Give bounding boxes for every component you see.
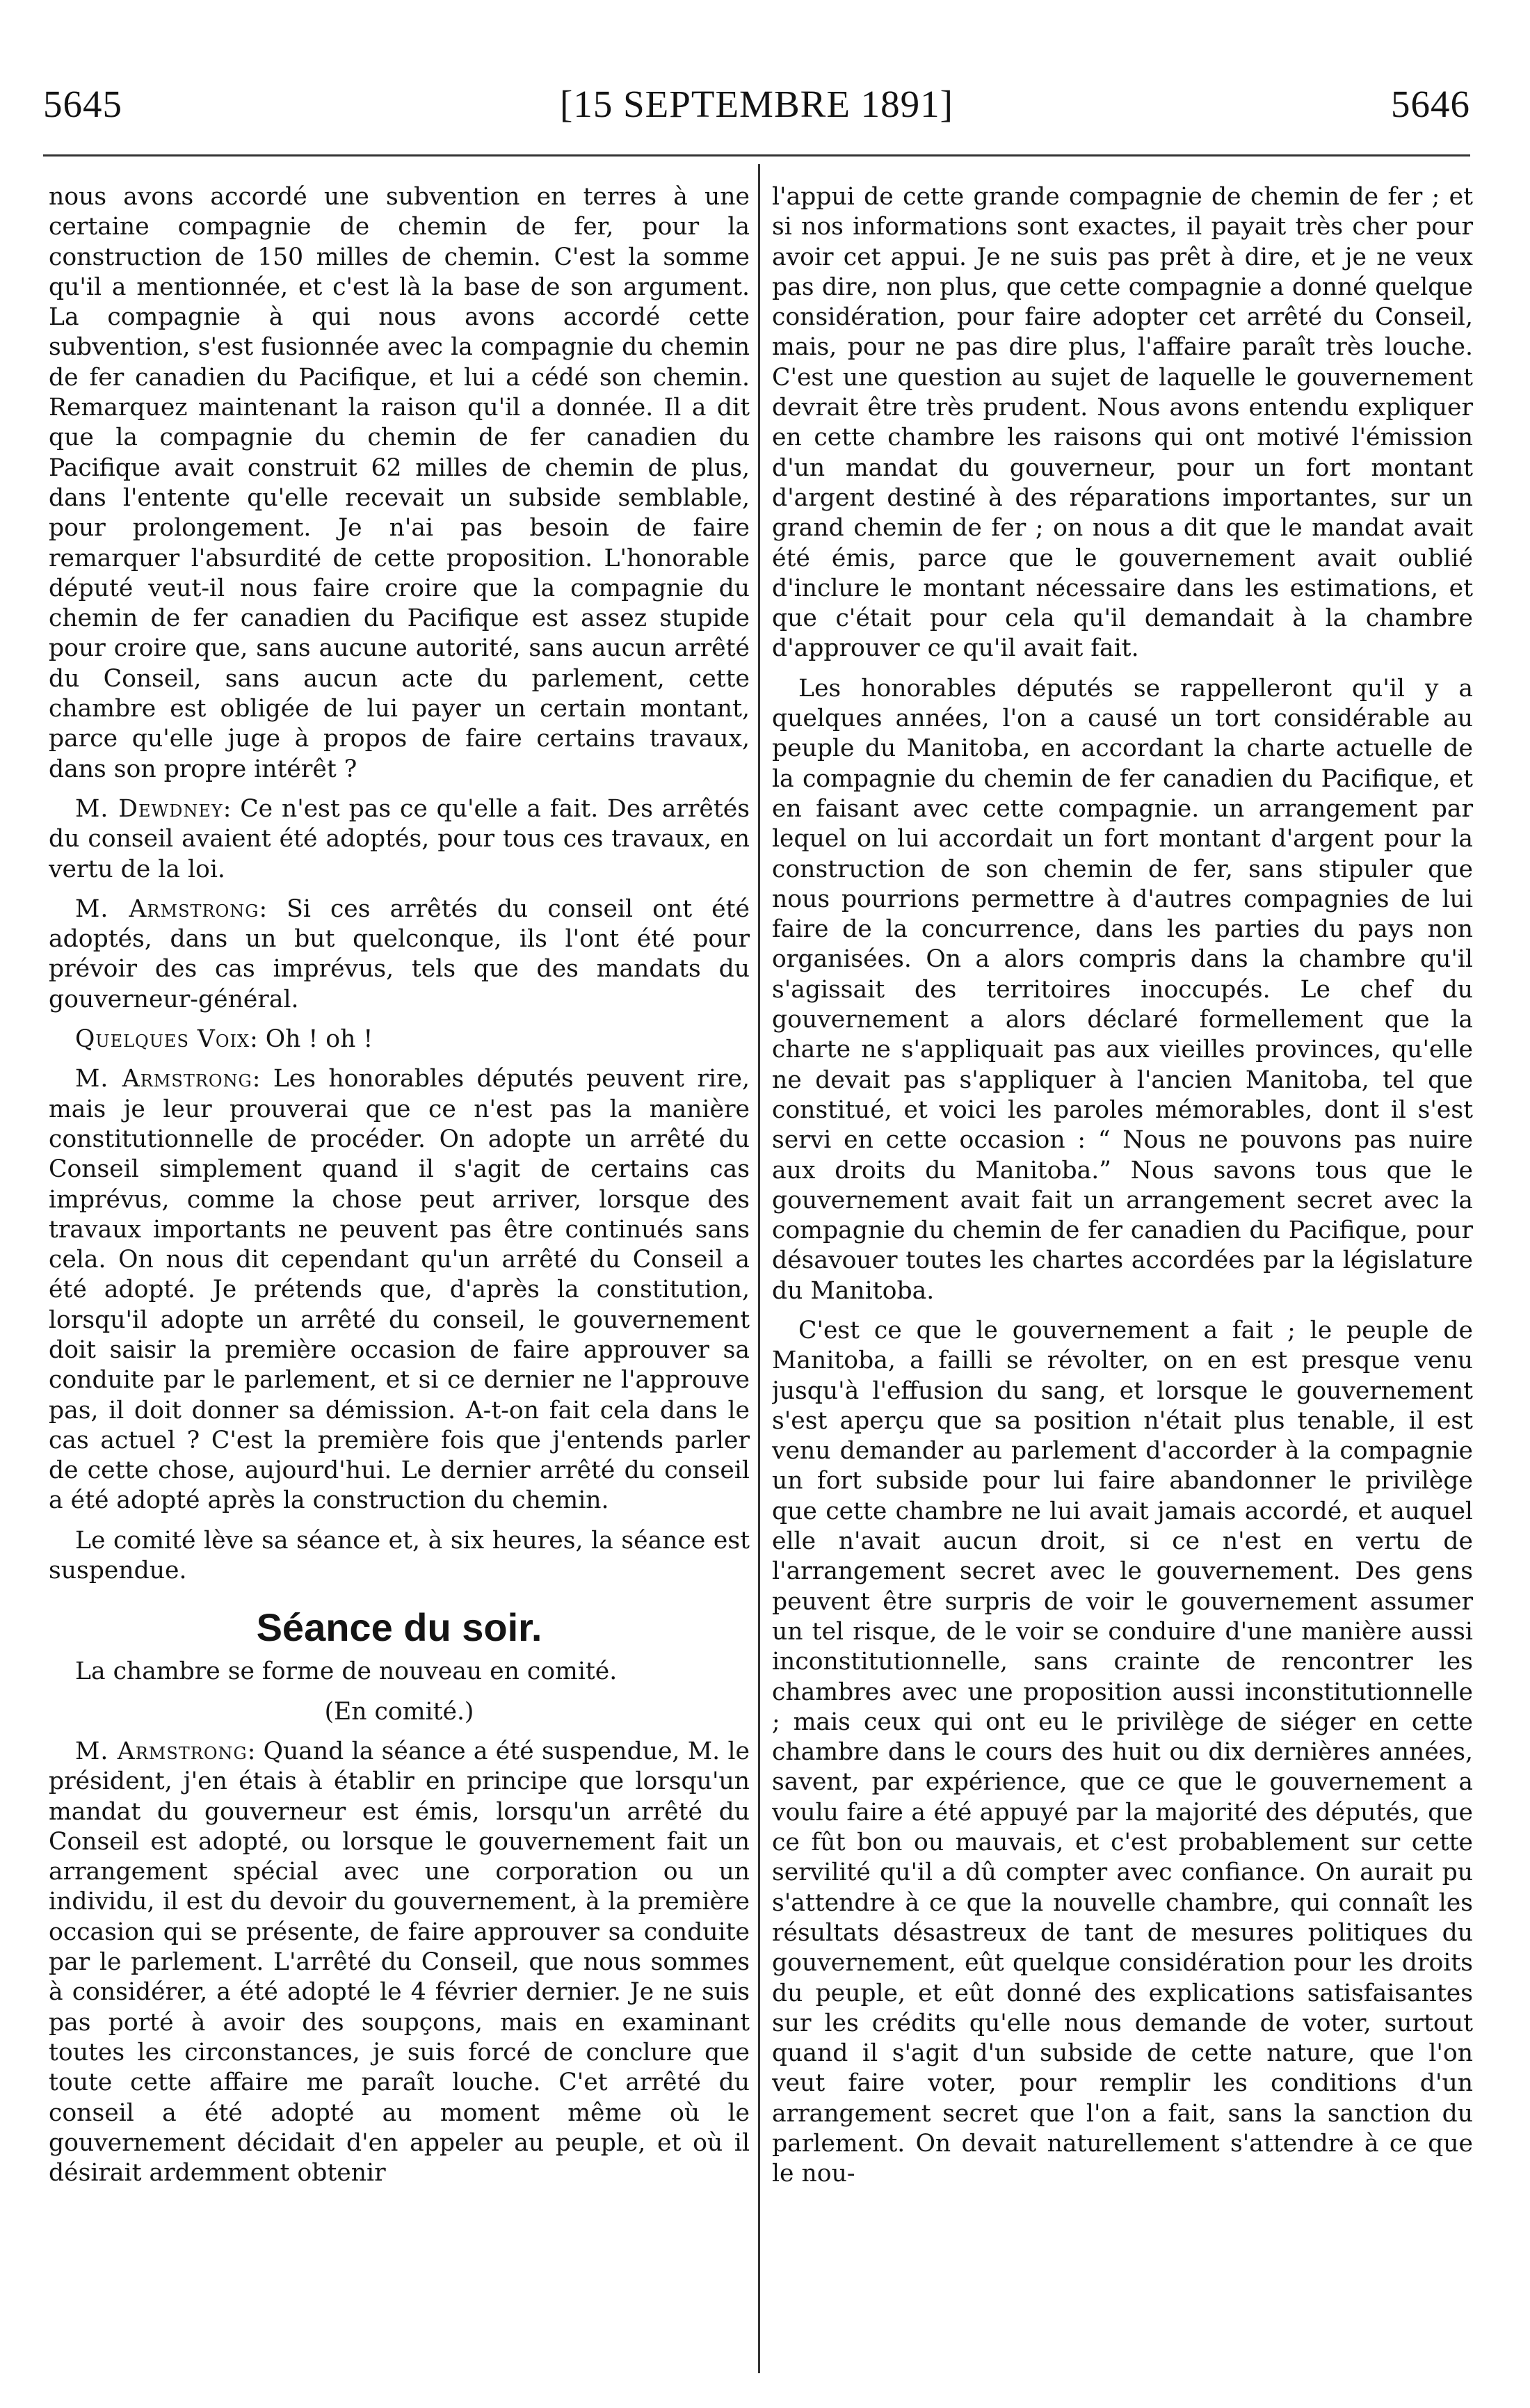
speaker-name: Quelques Voix <box>75 1025 250 1054</box>
paragraph: Les honorables députés se rappelleront qu'il y a quelques années, l'on a causé un tort considérable au peuple du Manitoba, en accordant la charte actuelle de la compagnie du chemin de fer canadien du Pacifique, et en faisant avec cette compagnie. un arrangement par lequel on lui accordait un fort montant d'argent pour la construction de son chemin de fer, sans stipuler que nous pourrions permettre à d'autres compagnies de lui faire de la concurrence, dans les parties du pays non organisées. On a alors compris dans la chambre qu'il s'agissait des territoires inoccupés. Le chef du gouvernement a alors déclaré formellement que la charte ne s'appliquait pas aux vieilles provinces, qu'elle ne devait pas s'appliquer à l'ancien Manitoba, tel que constitué, et voici les paroles mémorables, dont il s'est servi en cette occasion : “ Nous ne pouvons pas nuire aux droits du Manitoba.” Nous savons tous que le gouvernement avait fait un arrangement secret avec la compagnie du chemin de fer canadien du Pacifique, pour désavouer toutes les chartes accordées par la législature du Manitoba. <box>772 674 1473 1305</box>
speech-paragraph <box>49 1737 750 2188</box>
speech-paragraph <box>49 794 750 885</box>
header-rule <box>43 154 1470 156</box>
speaker-name: M. Armstrong <box>75 894 259 923</box>
paragraph-centered: (En comité.) <box>324 1697 474 1726</box>
speech-paragraph <box>49 894 750 1015</box>
page-number-right: 5646 <box>1391 83 1470 125</box>
speaker-name: M. Armstrong <box>75 1065 252 1093</box>
speech-text: : Ce n'est pas ce qu'elle a fait. Des arrêtés du conseil avaient été adoptés, pour tous ces travaux, en vertu de la loi. <box>49 794 750 883</box>
speaker-name: M. Armstrong <box>75 1737 248 1765</box>
paragraph: C'est ce que le gouvernement a fait ; le peuple de Manitoba, a failli se révolter, on en est presque venu jusqu'à l'effusion du sang, et lorsque le gouvernement s'est aperçu que sa position n'était plus tenable, il est venu demander au parlement d'accorder à la compagnie un fort subside pour lui faire abandonner le privilège que cette chambre ne lui avait jamais accordé, et auquel elle n'avait aucun droit, si ce n'est en vertu de l'arrangement secret avec le gouvernement. Des gens peuvent être surpris de voir le gouvernement assumer un tel risque, de le voir se conduire d'une manière aussi inconstitutionnelle, sans crainte de rencontrer les chambres avec une proposition aussi inconstitutionnelle ; mais ceux qui ont eu le privilège de siéger en cette chambre dans le cours des huit ou dix dernières années, savent, par expérience, que ce que le gouvernement a voulu faire a été appuyé par la majorité des députés, que ce fût bon ou mauvais, et c'est probablement sur cette servilité qu'il a dû compter avec confiance. On aurait pu s'attendre à ce que la nouvelle chambre, qui connaît les résultats désastreux de tant de mesures politiques du gouvernement, eût quelque considération pour les droits du peuple, et eût donné des explications satisfaisantes sur les crédits qu'elle nous demande de voter, surtout quand il s'agit d'un subside de cette nature, que l'on veut faire voter, pour remplir les conditions d'un arrangement secret que l'on a fait, sans la sanction du parlement. On devait naturellement s'attendre à ce que le nou- <box>772 1316 1473 2188</box>
speech-text: : Les honorables députés peuvent rire, mais je leur prouverai que ce n'est pas la manière constitutionnelle de procéder. On adopte un arrêté du Conseil simplement quand il s'agit de certains cas imprévus, comme la chose peut arriver, lorsque des travaux importants ne peuvent pas être continués sans cela. On nous dit cependant qu'un arrêté du Conseil a été adopté. Je prétends que, d'après la constitution, lorsqu'il adopte un arrêté du conseil, le gouvernement doit saisir la première occasion de faire approuver sa conduite par le parlement, et si ce dernier ne l'approuve pas, il doit donner sa démission. A-t-on fait cela dans le cas actuel ? C'est la première fois que j'entends parler de cette chose, aujourd'hui. Le dernier arrêté du conseil a été adopté après la construction du chemin. <box>49 1065 750 1515</box>
speech-text: : Si ces arrêtés du conseil ont été adoptés, dans un but quelconque, ils l'ont été pour prévoir des cas imprévus, tels que des mandats du gouverneur-général. <box>49 894 750 1013</box>
speech-text: : Quand la séance a été suspendue, M. le président, j'en étais à établir en principe que lorsqu'un mandat du gouverneur est émis, lorsqu'un arrêté du Conseil est adopté, ou lorsque le gouvernement fait un arrangement spécial avec une corporation ou un individu, il est du devoir du gouvernement, à la première occasion qui se présente, de faire approuver sa conduite par le parlement. L'arrêté du Conseil, que nous sommes à considérer, a été adopté le 4 février dernier. Je ne suis pas porté à avoir des soupçons, mais en examinant toutes les circonstances, je suis forcé de conclure que toute cette affaire me paraît louche. C'et arrêté du conseil a été adopté au moment même où le gouvernement décidait d'en appeler au peuple, et où il désirait ardemment obtenir <box>49 1737 750 2188</box>
right-column <box>772 182 1473 2387</box>
speech-paragraph <box>49 1025 750 1054</box>
speech-paragraph <box>49 1064 750 1516</box>
speech-text: : Oh ! oh ! <box>250 1025 373 1054</box>
page-number-left: 5645 <box>43 83 122 125</box>
paragraph: l'appui de cette grande compagnie de chemin de fer ; et si nos informations sont exactes, il payait très cher pour avoir cet appui. Je ne suis pas prêt à dire, et je ne veux pas dire, non plus, que cette compagnie a donné quelque considération, pour faire adopter cet arrêté du Conseil, mais, pour ne pas dire plus, l'affaire paraît très louche. C'est une question au sujet de laquelle le gouvernement devrait être très prudent. Nous avons entendu expliquer en cette chambre les raisons qui ont motivé l'émission d'un mandat du gouverneur, pour un fort montant d'argent destiné à des réparations importantes, sur un grand chemin de fer ; on nous a dit que le mandat avait été émis, parce que le gouvernement avait oublié d'inclure le montant nécessaire dans les estimations, et que c'était pour cela qu'il demandait à la chambre d'approuver ce qu'il avait fait. <box>772 183 1473 663</box>
page-header <box>43 82 1470 138</box>
section-title: Séance du soir. <box>256 1605 542 1650</box>
left-column <box>49 182 750 2387</box>
paragraph: Le comité lève sa séance et, à six heures, la séance est suspendue. <box>49 1526 750 1585</box>
header-date: [15 SEPTEMBRE 1891] <box>560 83 953 125</box>
speaker-name: M. Dewdney <box>75 794 223 823</box>
column-divider <box>758 164 760 2373</box>
paragraph: La chambre se forme de nouveau en comité. <box>75 1657 618 1686</box>
paragraph: nous avons accordé une subvention en terres à une certaine compagnie de chemin de fer, pour la construction de 150 milles de chemin. C'est la somme qu'il a mentionnée, et c'est là la base de son argument. La compagnie à qui nous avons accordé cette subvention, s'est fusionnée avec la compagnie du chemin de fer canadien du Pacifique, et lui a cédé son chemin. Remarquez maintenant la raison qu'il a donnée. Il a dit que la compagnie du chemin de fer canadien du Pacifique avait construit 62 milles de chemin de plus, dans l'entente qu'elle recevait un subside semblable, pour prolongement. Je n'ai pas besoin de faire remarquer l'absurdité de cette proposition. L'honorable député veut-il nous faire croire que la compagnie du chemin de fer canadien du Pacifique est assez stupide pour croire que, sans aucune autorité, sans aucun arrêté du Conseil, sans aucun acte du parlement, cette chambre est obligée de lui payer un certain montant, parce qu'elle juge à propos de faire certains travaux, dans son propre intérêt ? <box>49 183 750 783</box>
